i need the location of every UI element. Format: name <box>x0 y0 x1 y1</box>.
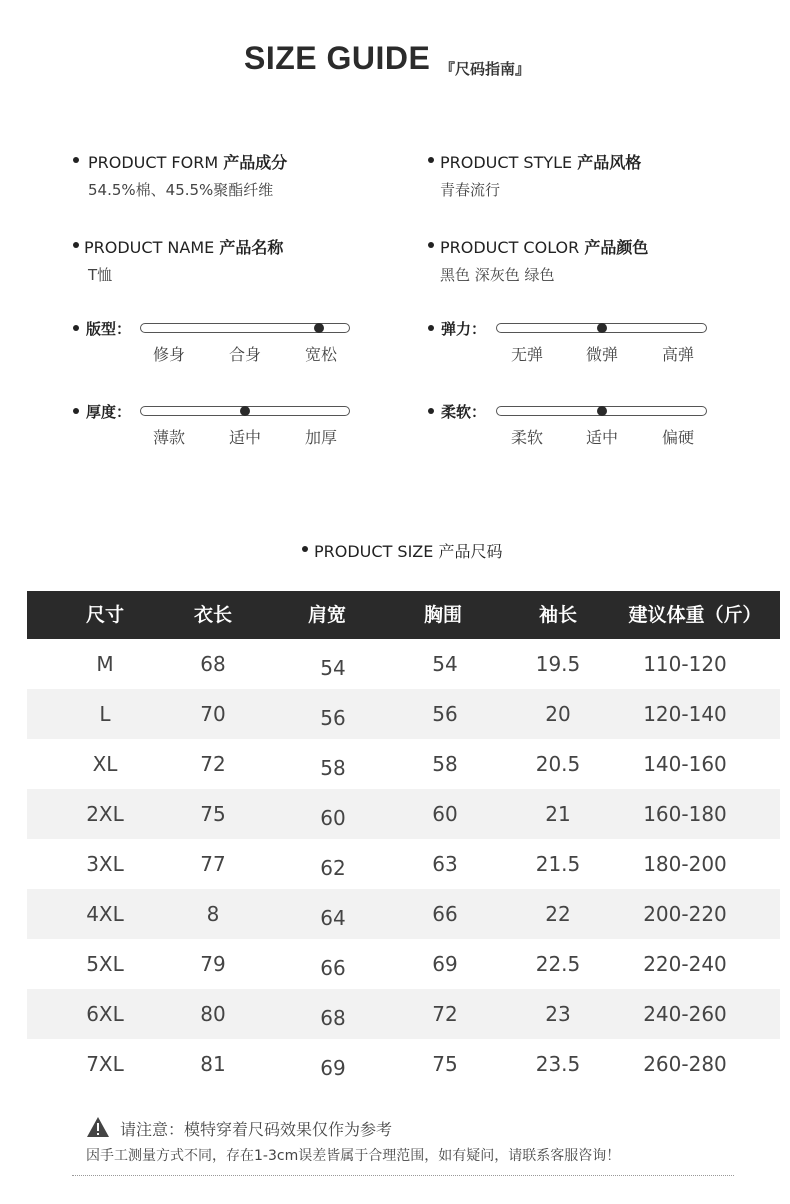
cell-chest: 54 <box>432 652 458 676</box>
thickness-tick-2: 加厚 <box>304 428 337 447</box>
cell-chest: 58 <box>432 752 458 776</box>
elasticity-scale-label: 弹力： <box>441 320 487 338</box>
cell-weight: 260-280 <box>643 1052 727 1076</box>
cell-size: 2XL <box>86 802 124 826</box>
bullet-dot-icon <box>428 242 434 248</box>
cell-size: L <box>99 702 111 726</box>
cell-size: 6XL <box>86 1002 124 1026</box>
table-row <box>27 689 780 739</box>
cell-shoulder: 62 <box>320 856 346 880</box>
cell-size: 3XL <box>86 852 124 876</box>
cell-shoulder: 66 <box>320 956 346 980</box>
header-cell-sleeve: 袖长 <box>538 604 577 626</box>
cell-size: 7XL <box>86 1052 124 1076</box>
note-disclaimer: 请注意：模特穿着尺码效果仅作为参考 <box>120 1120 393 1139</box>
header-cell-length: 衣长 <box>193 604 232 626</box>
softness-scale-label: 柔软： <box>441 403 487 421</box>
bullet-dot-icon <box>428 408 434 414</box>
table-row <box>27 1039 780 1089</box>
cell-weight: 140-160 <box>643 752 727 776</box>
cell-shoulder: 58 <box>320 756 346 780</box>
cell-length: 72 <box>200 752 226 776</box>
page-title: SIZE GUIDE <box>244 40 431 76</box>
cell-chest: 56 <box>432 702 458 726</box>
cell-size: M <box>96 652 114 676</box>
product-style-value: 青春流行 <box>440 181 501 199</box>
softness-scale-indicator <box>597 406 607 416</box>
elasticity-tick-1: 微弹 <box>585 345 618 364</box>
product-color-en: PRODUCT COLOR <box>440 238 580 257</box>
product-style-heading <box>440 150 641 173</box>
cell-chest: 66 <box>432 902 458 926</box>
size-section-en: PRODUCT SIZE <box>314 542 434 561</box>
cell-sleeve: 23 <box>545 1002 571 1026</box>
bullet-dot-icon <box>73 242 79 248</box>
bullet-dot-icon <box>428 157 434 163</box>
elasticity-tick-2: 高弹 <box>661 345 694 364</box>
product-form-value: 54.5%棉、45.5%聚酯纤维 <box>88 181 274 199</box>
product-form-heading <box>88 150 287 173</box>
cell-chest: 72 <box>432 1002 458 1026</box>
product-form-en: PRODUCT FORM <box>88 153 219 172</box>
cell-sleeve: 20 <box>545 702 571 726</box>
thickness-scale-indicator <box>240 406 250 416</box>
size-section-cn: 产品尺码 <box>438 542 503 561</box>
product-name-cn: 产品名称 <box>219 238 284 257</box>
table-row <box>27 889 780 939</box>
cell-length: 75 <box>200 802 226 826</box>
thickness-tick-1: 适中 <box>228 428 261 447</box>
table-row <box>27 789 780 839</box>
table-row <box>27 939 780 989</box>
size-table-header <box>27 591 780 639</box>
softness-tick-0: 柔软 <box>510 428 543 447</box>
bullet-dot-icon <box>428 325 434 331</box>
cell-weight: 200-220 <box>643 902 727 926</box>
cell-weight: 110-120 <box>643 652 727 676</box>
cell-length: 81 <box>200 1052 226 1076</box>
cell-size: 4XL <box>86 902 124 926</box>
product-name-en: PRODUCT NAME <box>84 238 215 257</box>
table-row <box>27 739 780 789</box>
product-color-cn: 产品颜色 <box>584 238 649 257</box>
cell-weight: 120-140 <box>643 702 727 726</box>
header-cell-chest: 胸围 <box>423 604 462 626</box>
page-subtitle: 『尺码指南』 <box>440 60 531 78</box>
cell-size: XL <box>92 752 118 776</box>
cell-shoulder: 69 <box>320 1056 346 1080</box>
cell-length: 80 <box>200 1002 226 1026</box>
cell-sleeve: 21.5 <box>535 852 581 876</box>
elasticity-scale-indicator <box>597 323 607 333</box>
bullet-dot-icon <box>302 546 308 552</box>
table-row <box>27 839 780 889</box>
thickness-scale-label: 厚度： <box>86 403 132 421</box>
cell-sleeve: 21 <box>545 802 571 826</box>
header-cell-size: 尺寸 <box>85 604 124 626</box>
fit-scale-indicator <box>314 323 324 333</box>
cell-shoulder: 56 <box>320 706 346 730</box>
cell-weight: 160-180 <box>643 802 727 826</box>
warning-triangle-icon <box>86 1116 110 1138</box>
cell-weight: 240-260 <box>643 1002 727 1026</box>
softness-tick-1: 适中 <box>585 428 618 447</box>
cell-weight: 220-240 <box>643 952 727 976</box>
product-color-value: 黑色 深灰色 绿色 <box>440 266 555 284</box>
cell-chest: 60 <box>432 802 458 826</box>
dotted-divider <box>72 1175 734 1176</box>
bullet-dot-icon <box>73 408 79 414</box>
product-style-cn: 产品风格 <box>577 153 642 172</box>
cell-shoulder: 68 <box>320 1006 346 1030</box>
fit-scale-label: 版型： <box>86 320 132 338</box>
cell-chest: 69 <box>432 952 458 976</box>
table-row <box>27 989 780 1039</box>
cell-weight: 180-200 <box>643 852 727 876</box>
cell-length: 8 <box>206 902 220 926</box>
cell-sleeve: 22 <box>545 902 571 926</box>
product-form-cn: 产品成分 <box>223 153 288 172</box>
cell-chest: 63 <box>432 852 458 876</box>
thickness-tick-0: 薄款 <box>152 428 185 447</box>
fit-tick-0: 修身 <box>152 345 185 364</box>
product-name-value: T恤 <box>88 266 113 284</box>
cell-length: 70 <box>200 702 226 726</box>
cell-length: 68 <box>200 652 226 676</box>
product-color-heading <box>440 235 648 258</box>
header-cell-shoulder: 肩宽 <box>307 604 346 626</box>
softness-tick-2: 偏硬 <box>661 428 694 447</box>
table-row <box>27 639 780 689</box>
cell-sleeve: 22.5 <box>535 952 581 976</box>
size-section-title <box>314 539 502 562</box>
softness-scale-track <box>496 406 707 416</box>
fit-tick-2: 宽松 <box>304 345 337 364</box>
cell-shoulder: 64 <box>320 906 346 930</box>
cell-sleeve: 20.5 <box>535 752 581 776</box>
product-name-heading <box>84 235 283 258</box>
note-measurement: 因手工测量方式不同，存在1-3cm误差皆属于合理范围，如有疑问，请联系客服咨询！ <box>86 1148 621 1164</box>
thickness-scale-track <box>140 406 350 416</box>
cell-length: 77 <box>200 852 226 876</box>
elasticity-scale-track <box>496 323 707 333</box>
bullet-dot-icon <box>73 325 79 331</box>
fit-tick-1: 合身 <box>228 345 261 364</box>
cell-chest: 75 <box>432 1052 458 1076</box>
header-cell-weight: 建议体重（斤） <box>628 604 762 626</box>
elasticity-tick-0: 无弹 <box>510 345 543 364</box>
cell-sleeve: 23.5 <box>535 1052 581 1076</box>
bullet-dot-icon <box>73 157 79 163</box>
cell-shoulder: 54 <box>320 656 346 680</box>
cell-size: 5XL <box>86 952 124 976</box>
cell-shoulder: 60 <box>320 806 346 830</box>
cell-sleeve: 19.5 <box>535 652 581 676</box>
cell-length: 79 <box>200 952 226 976</box>
fit-scale-track <box>140 323 350 333</box>
product-style-en: PRODUCT STYLE <box>440 153 573 172</box>
